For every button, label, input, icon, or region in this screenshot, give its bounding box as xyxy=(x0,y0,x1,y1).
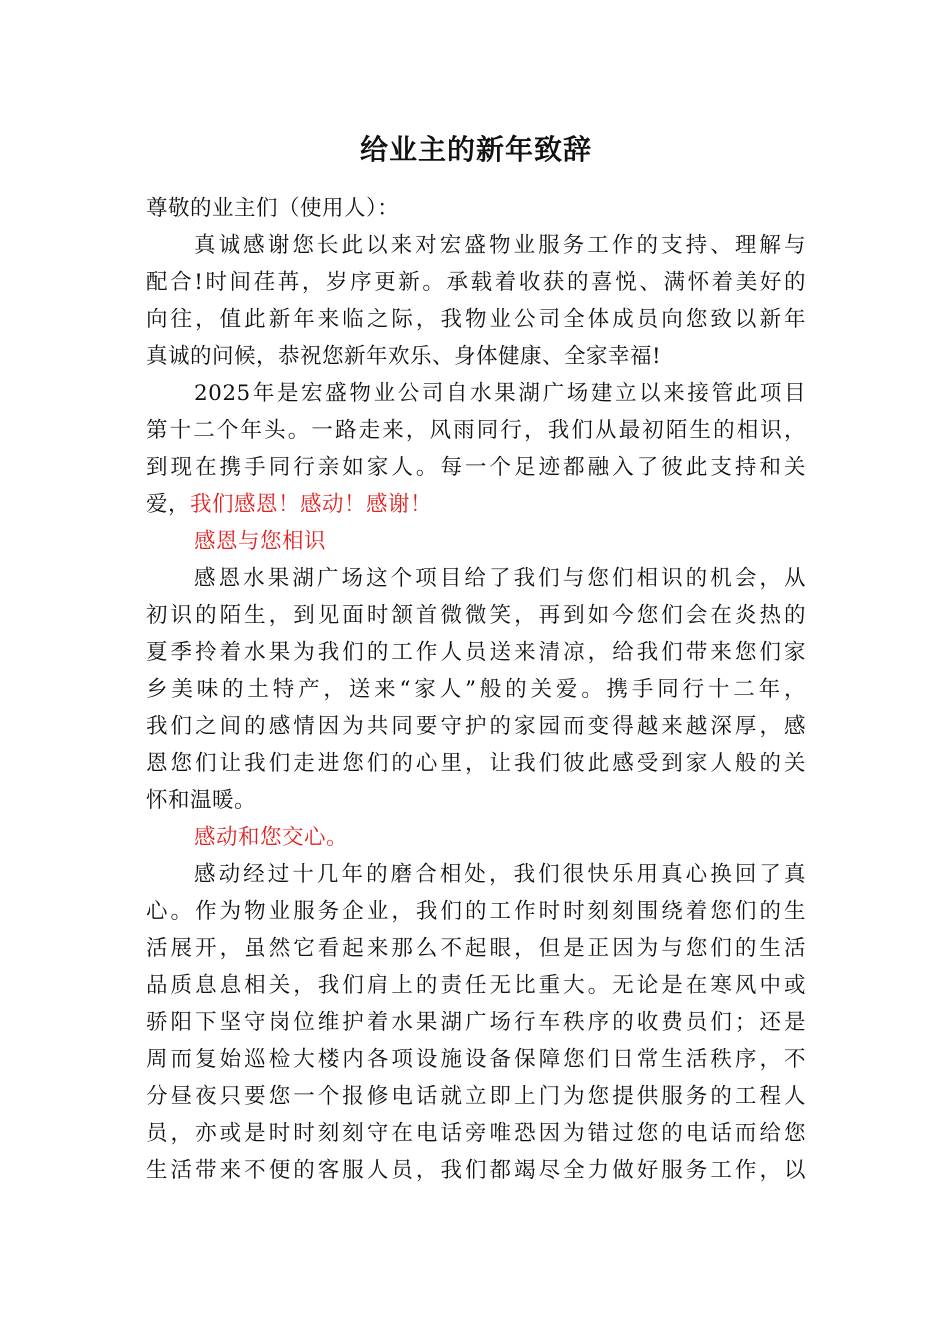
paragraph-line: 我们之间的感情因为共同要守护的家园而变得越来越深厚，感 xyxy=(146,714,806,739)
document-title: 给业主的新年致辞 xyxy=(359,133,592,166)
paragraph-line: 活展开，虽然它看起来那么不起眼，但是正因为与您们的生活 xyxy=(146,936,806,961)
salutation: 尊敬的业主们（使用人）： xyxy=(146,196,400,221)
paragraph-line: 真诚感谢您长此以来对宏盛物业服务工作的支持、理解与 xyxy=(194,233,806,258)
paragraph-line xyxy=(146,486,806,523)
paragraph-line: 恩您们让我们走进您们的心里，让我们彼此感受到家人般的关 xyxy=(146,751,806,776)
paragraph-line: 到现在携手同行亲如家人。每一个足迹都融入了彼此支持和关 xyxy=(146,455,806,480)
paragraph-line: 向往，值此新年来临之际，我物业公司全体成员向您致以新年 xyxy=(146,307,806,332)
paragraph-line: 生活带来不便的客服人员，我们都竭尽全力做好服务工作，以 xyxy=(146,1158,806,1183)
paragraph-line: 配合!时间荏苒，岁序更新。承载着收获的喜悦、满怀着美好的 xyxy=(146,270,806,295)
paragraph-line: 2025年是宏盛物业公司自水果湖广场建立以来接管此项目 xyxy=(194,381,806,406)
paragraph-line: 骄阳下坚守岗位维护着水果湖广场行车秩序的收费员们；还是 xyxy=(146,1010,806,1035)
paragraph-line: 周而复始巡检大楼内各项设施设备保障您们日常生活秩序，不 xyxy=(146,1047,806,1072)
paragraph-line: 感恩水果湖广场这个项目给了我们与您们相识的机会，从 xyxy=(194,566,806,591)
paragraph-line: 真诚的问候，恭祝您新年欢乐、身体健康、全家幸福! xyxy=(146,344,662,369)
paragraph-line: 第十二个年头。一路走来，风雨同行，我们从最初陌生的相识， xyxy=(146,418,806,443)
section-heading-gratitude: 感恩与您相识 xyxy=(194,529,327,554)
paragraph-line: 感动经过十几年的磨合相处，我们很快乐用真心换回了真 xyxy=(194,862,806,887)
paragraph-text: 爱， xyxy=(146,492,191,517)
highlighted-thanks: 我们感恩！感动！感谢！ xyxy=(190,492,433,517)
paragraph-line: 初识的陌生，到见面时颔首微微笑，再到如今您们会在炎热的 xyxy=(146,603,806,628)
paragraph-line: 分昼夜只要您一个报修电话就立即上门为您提供服务的工程人 xyxy=(146,1084,806,1109)
document-page xyxy=(146,130,806,1189)
section-heading-touched: 感动和您交心。 xyxy=(194,825,349,850)
paragraph-line: 品质息息相关，我们肩上的责任无比重大。无论是在寒风中或 xyxy=(146,973,806,998)
paragraph-line: 员，亦或是时时刻刻守在电话旁唯恐因为错过您的电话而给您 xyxy=(146,1121,806,1146)
paragraph-line: 夏季拎着水果为我们的工作人员送来清凉，给我们带来您们家 xyxy=(146,640,806,665)
paragraph-line: 乡美味的土特产，送来“家人”般的关爱。携手同行十二年， xyxy=(146,677,806,702)
paragraph-line: 心。作为物业服务企业，我们的工作时时刻刻围绕着您们的生 xyxy=(146,899,806,924)
paragraph-line: 怀和温暖。 xyxy=(146,788,257,813)
